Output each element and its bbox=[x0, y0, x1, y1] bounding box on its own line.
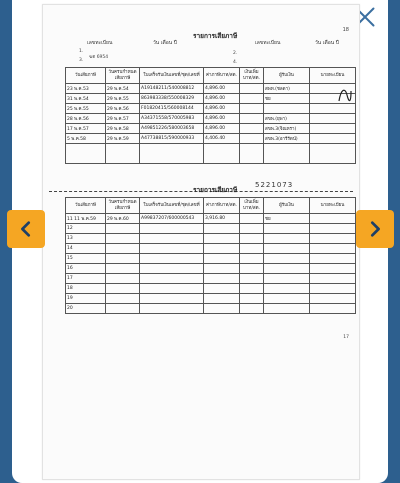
table-row bbox=[66, 234, 356, 244]
extra-amount bbox=[240, 104, 264, 114]
reg-row-4-no: 4. bbox=[233, 60, 238, 65]
table-row bbox=[66, 274, 356, 284]
table-row bbox=[66, 84, 356, 94]
chevron-left-icon bbox=[17, 220, 35, 238]
row-number: 12 bbox=[66, 224, 106, 234]
receiver: ชย bbox=[264, 214, 310, 224]
extra-amount bbox=[240, 214, 264, 224]
document-page bbox=[42, 4, 360, 480]
col-header-receipt: ใบเสร็จรับเงินเลขที่/ชุด/เลขที่ bbox=[140, 198, 204, 214]
receiver: สพท.(ชลดา) bbox=[264, 84, 310, 94]
col-header-registrar: นายทะเบียน bbox=[310, 68, 356, 84]
table-row bbox=[66, 134, 356, 144]
col-header-tax: ค่าภาษีบาท/สต. bbox=[204, 68, 240, 84]
due-date: 29 พ.ค.54 bbox=[106, 84, 140, 94]
due-date: 29 พ.ค.59 bbox=[106, 134, 140, 144]
registrar-signature bbox=[310, 104, 356, 114]
tax-amount: 4,896.00 bbox=[204, 94, 240, 104]
reg-row-2-no: 2. bbox=[233, 51, 238, 56]
table-row bbox=[66, 224, 356, 234]
pay-date: 25 พ.ค.55 bbox=[66, 104, 106, 114]
page-number-top: 18 bbox=[342, 27, 349, 33]
table-row bbox=[66, 124, 356, 134]
receiver bbox=[264, 104, 310, 114]
extra-amount bbox=[240, 94, 264, 104]
tax-amount: 4,896.00 bbox=[204, 124, 240, 134]
table-row bbox=[66, 244, 356, 254]
pay-date: 23 พ.ค.53 bbox=[66, 84, 106, 94]
row-number: 18 bbox=[66, 284, 106, 294]
receipt-no: A49851226/580003658 bbox=[140, 124, 204, 134]
receipt-no: F01820415/560008144 bbox=[140, 104, 204, 114]
table-row bbox=[66, 94, 356, 104]
tax-amount: 4,406.40 bbox=[204, 134, 240, 144]
table-row bbox=[66, 144, 356, 164]
receiver: ชย bbox=[264, 94, 310, 104]
row-number: 13 bbox=[66, 234, 106, 244]
document-serial: 5221073 bbox=[255, 181, 294, 189]
tax-amount: 3,916.80 bbox=[204, 214, 240, 224]
table-row bbox=[66, 264, 356, 274]
table-row bbox=[66, 304, 356, 314]
receiver: สขพ.3(จิณหรา) bbox=[264, 124, 310, 134]
col-header-receiver: ผู้รับเงิน bbox=[264, 198, 310, 214]
signature-mark bbox=[337, 85, 353, 105]
receipt-no: A34371558/570005983 bbox=[140, 114, 204, 124]
receipt-no: 863983338/550008329 bbox=[140, 94, 204, 104]
receiver: สขพ.(ยุพา) bbox=[264, 114, 310, 124]
col-header-registrar: นายทะเบียน bbox=[310, 198, 356, 214]
tax-table-top bbox=[65, 67, 356, 164]
next-page-button[interactable] bbox=[356, 210, 394, 248]
due-date: 29 พ.ค.58 bbox=[106, 124, 140, 134]
pay-date bbox=[66, 214, 106, 224]
header-reg-label-2: เลขทะเบียน bbox=[255, 40, 281, 46]
header-reg-label-1: เลขทะเบียน bbox=[87, 40, 113, 46]
table-row bbox=[66, 114, 356, 124]
tax-amount: 4,896.00 bbox=[204, 104, 240, 114]
doc-title-bottom: รายการเสียภาษี bbox=[193, 186, 238, 194]
registrar-signature bbox=[310, 214, 356, 224]
tax-table-bottom bbox=[65, 197, 356, 314]
registrar-signature bbox=[310, 114, 356, 124]
row-number: 17 bbox=[66, 274, 106, 284]
reg-row-3-no: 3. bbox=[79, 58, 84, 63]
pay-date: 17 พ.ค.57 bbox=[66, 124, 106, 134]
col-header-due-date: วันครบกำหนดเสียภาษี bbox=[106, 68, 140, 84]
reg-row-1-value: ฆต 6954 bbox=[89, 55, 109, 60]
table-row bbox=[66, 254, 356, 264]
col-header-due-date: วันครบกำหนดเสียภาษี bbox=[106, 198, 140, 214]
receipt-no: A19148211/540008812 bbox=[140, 84, 204, 94]
col-header-receipt: ใบเสร็จรับเงินเลขที่/ชุด/เลขที่ bbox=[140, 68, 204, 84]
tax-amount: 4,896.00 bbox=[204, 84, 240, 94]
registrar-signature bbox=[310, 134, 356, 144]
due-date: 29 พ.ค.57 bbox=[106, 114, 140, 124]
col-header-extra: เงินเพิ่มบาท/สต. bbox=[240, 68, 264, 84]
due-date: 29 พ.ค.60 bbox=[106, 214, 140, 224]
col-header-receiver: ผู้รับเงิน bbox=[264, 68, 310, 84]
chevron-right-icon bbox=[366, 220, 384, 238]
table-row bbox=[66, 284, 356, 294]
pay-date-value: 11 พ.ค.59 bbox=[74, 217, 96, 222]
row-number: 11 bbox=[67, 217, 73, 222]
row-number: 14 bbox=[66, 244, 106, 254]
extra-amount bbox=[240, 114, 264, 124]
row-number: 19 bbox=[66, 294, 106, 304]
col-header-extra: เงินเพิ่มบาท/สต. bbox=[240, 198, 264, 214]
reg-row-1-no: 1. bbox=[79, 49, 84, 54]
pay-date: 28 พ.ค.56 bbox=[66, 114, 106, 124]
due-date: 29 พ.ค.56 bbox=[106, 104, 140, 114]
tax-amount: 4,896.00 bbox=[204, 114, 240, 124]
page-number-bottom: 17 bbox=[343, 335, 349, 340]
table-row bbox=[66, 104, 356, 114]
receipt-no: A47738815/590000933 bbox=[140, 134, 204, 144]
registrar-signature bbox=[310, 124, 356, 134]
doc-title-top: รายการเสียภาษี bbox=[193, 32, 238, 40]
col-header-pay-date: วันเสียภาษี bbox=[66, 68, 106, 84]
pay-date: 31 พ.ค.54 bbox=[66, 94, 106, 104]
col-header-tax: ค่าภาษีบาท/สต. bbox=[204, 198, 240, 214]
prev-page-button[interactable] bbox=[7, 210, 45, 248]
pay-date: 5 พ.ค.58 bbox=[66, 134, 106, 144]
extra-amount bbox=[240, 124, 264, 134]
extra-amount bbox=[240, 84, 264, 94]
due-date: 29 พ.ค.55 bbox=[106, 94, 140, 104]
receiver: สขพ.3(อารีรัตน์) bbox=[264, 134, 310, 144]
col-header-pay-date: วันเสียภาษี bbox=[66, 198, 106, 214]
row-number: 15 bbox=[66, 254, 106, 264]
header-date-label-1: วัน เดือน ปี bbox=[153, 40, 177, 46]
row-number: 16 bbox=[66, 264, 106, 274]
table-row bbox=[66, 214, 356, 224]
header-date-label-2: วัน เดือน ปี bbox=[315, 40, 339, 46]
row-number: 20 bbox=[66, 304, 106, 314]
table-row bbox=[66, 294, 356, 304]
receipt-no: A99837207/600000543 bbox=[140, 214, 204, 224]
extra-amount bbox=[240, 134, 264, 144]
